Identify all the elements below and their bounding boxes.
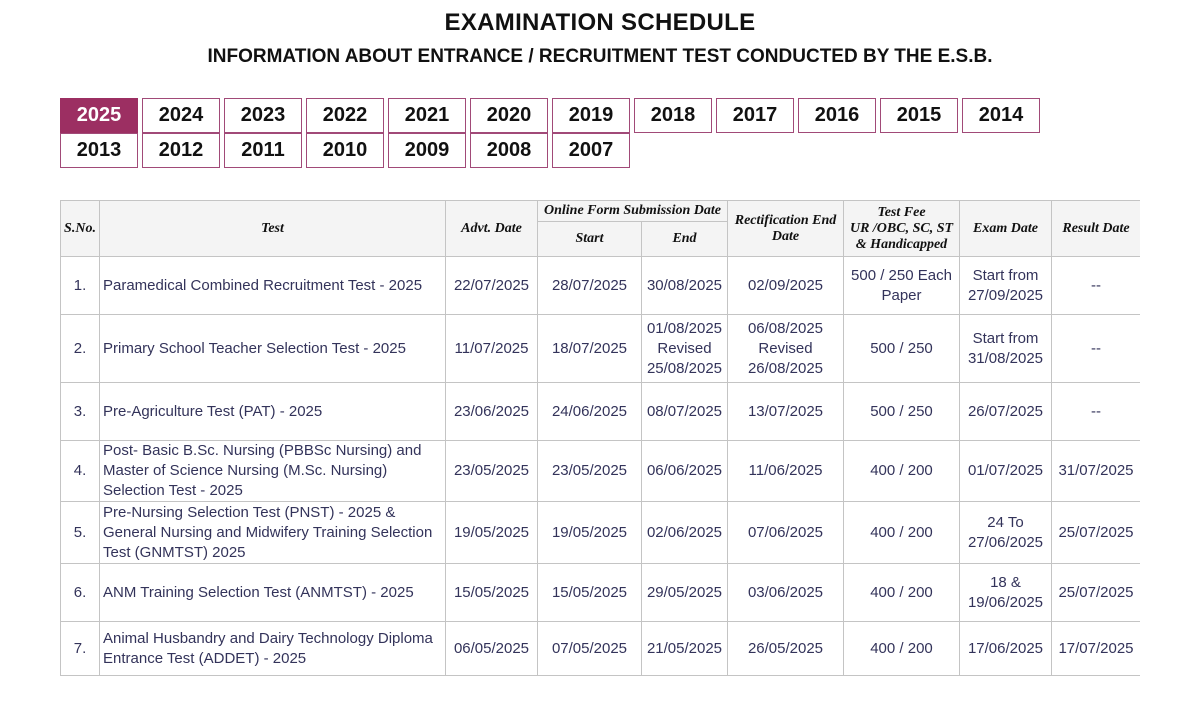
cell-rectification-date-line: 26/05/2025 — [747, 639, 824, 657]
cell-advt-date: 06/05/2025 — [446, 622, 538, 676]
cell-test-fee — [844, 622, 960, 676]
cell-exam-date-line: 17/06/2025 — [967, 639, 1044, 657]
page-title: EXAMINATION SCHEDULE — [444, 9, 756, 36]
year-tab-2021[interactable]: 2021 — [388, 98, 466, 133]
header-test-fee — [844, 201, 960, 257]
cell-test-fee — [844, 441, 960, 502]
year-tab-2024[interactable]: 2024 — [142, 98, 220, 133]
cell-test — [100, 383, 446, 441]
table-row — [61, 564, 1141, 622]
cell-test-fee — [844, 502, 960, 564]
table-row — [61, 383, 1141, 441]
table-row — [61, 257, 1141, 315]
cell-test — [100, 441, 446, 502]
cell-sno: 7. — [61, 622, 100, 676]
cell-test-fee-line: 400 / 200 — [870, 583, 933, 601]
cell-start-date: 18/07/2025 — [538, 315, 642, 383]
year-tab-2018[interactable]: 2018 — [634, 98, 712, 133]
cell-rectification-date — [728, 564, 844, 622]
year-tab-2017[interactable]: 2017 — [716, 98, 794, 133]
cell-rectification-date — [728, 502, 844, 564]
cell-end-date-line: 08/07/2025 — [646, 402, 723, 420]
cell-sno: 5. — [61, 502, 100, 564]
cell-exam-date — [960, 441, 1052, 502]
header-rectification: Rectification End Date — [728, 201, 844, 257]
year-tabs — [60, 98, 1070, 168]
cell-exam-date — [960, 383, 1052, 441]
year-tab-2016[interactable]: 2016 — [798, 98, 876, 133]
cell-start-date: 15/05/2025 — [538, 564, 642, 622]
cell-rectification-date — [728, 315, 844, 383]
cell-test — [100, 257, 446, 315]
cell-test-fee-line: 500 / 250 — [870, 339, 933, 357]
header-start: Start — [538, 222, 642, 257]
cell-test-line: Animal Husbandry and Dairy Technology Diploma — [103, 629, 433, 647]
cell-sno: 3. — [61, 383, 100, 441]
cell-result-date: 31/07/2025 — [1052, 441, 1141, 502]
year-tab-2008[interactable]: 2008 — [470, 133, 548, 168]
cell-end-date — [642, 315, 728, 383]
page-subtitle: INFORMATION ABOUT ENTRANCE / RECRUITMENT TEST CONDUCTED BY THE E.S.B. — [207, 46, 993, 67]
header-online-form: Online Form Submission Date — [538, 201, 728, 222]
cell-end-date — [642, 502, 728, 564]
header-fee-line3: & Handicapped — [855, 236, 948, 252]
schedule-table-container — [60, 200, 1140, 680]
cell-exam-date-line: 26/07/2025 — [967, 402, 1044, 420]
cell-result-date: -- — [1052, 257, 1141, 315]
cell-test-line: Primary School Teacher Selection Test - 2025 — [103, 339, 406, 357]
year-tab-2014[interactable]: 2014 — [962, 98, 1040, 133]
year-tab-2025[interactable]: 2025 — [60, 98, 138, 133]
cell-end-date — [642, 257, 728, 315]
year-tab-2023[interactable]: 2023 — [224, 98, 302, 133]
cell-rectification-date-line: Revised — [758, 339, 813, 357]
cell-sno: 4. — [61, 441, 100, 502]
cell-end-date-line: 06/06/2025 — [646, 462, 723, 479]
cell-exam-date-line: 27/06/2025 — [967, 533, 1044, 551]
cell-end-date-line: 30/08/2025 — [646, 276, 723, 294]
cell-start-date: 28/07/2025 — [538, 257, 642, 315]
cell-end-date — [642, 441, 728, 502]
year-tab-2011[interactable]: 2011 — [224, 133, 302, 168]
cell-rectification-date — [728, 622, 844, 676]
table-row — [61, 502, 1141, 564]
cell-rectification-date-line: 02/09/2025 — [747, 276, 824, 294]
schedule-table — [60, 200, 1140, 676]
header-fee-line1: Test Fee — [877, 204, 926, 220]
year-tab-2020[interactable]: 2020 — [470, 98, 548, 133]
cell-result-date: 25/07/2025 — [1052, 564, 1141, 622]
cell-end-date-line: 02/06/2025 — [646, 523, 723, 541]
year-tab-2012[interactable]: 2012 — [142, 133, 220, 168]
cell-test-line: Master of Science Nursing (M.Sc. Nursing) — [103, 462, 388, 479]
cell-test-line: Pre-Nursing Selection Test (PNST) - 2025 & — [103, 503, 396, 521]
cell-end-date — [642, 564, 728, 622]
header-advt-date: Advt. Date — [446, 201, 538, 257]
cell-advt-date: 15/05/2025 — [446, 564, 538, 622]
cell-test-fee — [844, 257, 960, 315]
cell-result-date: -- — [1052, 315, 1141, 383]
cell-end-date — [642, 383, 728, 441]
table-row — [61, 441, 1141, 502]
cell-test-fee — [844, 383, 960, 441]
cell-end-date-line: 21/05/2025 — [646, 639, 723, 657]
cell-advt-date: 23/06/2025 — [446, 383, 538, 441]
cell-end-date-line: 25/08/2025 — [646, 359, 723, 377]
cell-result-date: 17/07/2025 — [1052, 622, 1141, 676]
cell-rectification-date-line: 26/08/2025 — [747, 359, 824, 377]
cell-result-date: 25/07/2025 — [1052, 502, 1141, 564]
cell-advt-date: 11/07/2025 — [446, 315, 538, 383]
table-body — [61, 257, 1141, 676]
cell-exam-date-line: 18 & — [990, 573, 1021, 591]
year-tab-2010[interactable]: 2010 — [306, 133, 384, 168]
cell-test-fee-line: 400 / 200 — [870, 462, 933, 479]
cell-test-fee-line: Paper — [881, 286, 922, 304]
cell-start-date: 23/05/2025 — [538, 441, 642, 502]
cell-rectification-date-line: 11/06/2025 — [748, 462, 823, 479]
cell-rectification-date-line: 06/08/2025 — [747, 319, 824, 337]
cell-exam-date-line: 31/08/2025 — [967, 349, 1044, 367]
cell-sno: 1. — [61, 257, 100, 315]
cell-rectification-date-line: 03/06/2025 — [747, 583, 824, 601]
cell-result-date: -- — [1052, 383, 1141, 441]
cell-sno: 2. — [61, 315, 100, 383]
cell-test-line: Test (GNMTST) 2025 — [103, 543, 246, 561]
header-test: Test — [100, 201, 446, 257]
cell-sno: 6. — [61, 564, 100, 622]
cell-rectification-date — [728, 383, 844, 441]
year-tab-2007[interactable]: 2007 — [552, 133, 630, 168]
year-tab-2022[interactable]: 2022 — [306, 98, 384, 133]
table-row — [61, 622, 1141, 676]
header-result-date: Result Date — [1052, 201, 1141, 257]
table-header — [61, 201, 1141, 257]
cell-test-fee-line: 500 / 250 — [870, 402, 933, 420]
cell-test — [100, 564, 446, 622]
cell-rectification-date-line: 13/07/2025 — [747, 402, 824, 420]
header-fee-line2: UR /OBC, SC, ST — [849, 220, 954, 236]
cell-exam-date-line: 27/09/2025 — [967, 286, 1044, 304]
cell-exam-date — [960, 315, 1052, 383]
cell-end-date-line: 29/05/2025 — [646, 583, 723, 601]
cell-advt-date: 23/05/2025 — [446, 441, 538, 502]
cell-exam-date — [960, 564, 1052, 622]
cell-end-date-line: Revised — [657, 339, 712, 357]
cell-exam-date-line: 19/06/2025 — [967, 593, 1044, 611]
cell-test-fee-line: 400 / 200 — [870, 523, 933, 541]
cell-test-line: ANM Training Selection Test (ANMTST) - 2025 — [103, 583, 414, 601]
cell-test-fee — [844, 564, 960, 622]
cell-test-line: Selection Test - 2025 — [103, 482, 243, 499]
header-sno: S.No. — [61, 201, 100, 257]
cell-test-fee-line: 500 / 250 Each — [851, 266, 952, 284]
cell-rectification-date — [728, 441, 844, 502]
year-tab-2013[interactable]: 2013 — [60, 133, 138, 168]
year-tab-2015[interactable]: 2015 — [880, 98, 958, 133]
year-tab-2019[interactable]: 2019 — [552, 98, 630, 133]
cell-test-fee — [844, 315, 960, 383]
cell-exam-date — [960, 502, 1052, 564]
cell-start-date: 19/05/2025 — [538, 502, 642, 564]
table-row — [61, 315, 1141, 383]
cell-advt-date: 19/05/2025 — [446, 502, 538, 564]
cell-exam-date — [960, 622, 1052, 676]
cell-test-line: Pre-Agriculture Test (PAT) - 2025 — [103, 402, 323, 420]
cell-test — [100, 315, 446, 383]
cell-exam-date-line: Start from — [972, 329, 1039, 347]
cell-end-date — [642, 622, 728, 676]
cell-test-fee-line: 400 / 200 — [870, 639, 933, 657]
cell-test-line: General Nursing and Midwifery Training Selection — [103, 523, 433, 541]
cell-test — [100, 502, 446, 564]
cell-exam-date-line: 24 To — [987, 513, 1024, 531]
cell-rectification-date — [728, 257, 844, 315]
cell-start-date: 24/06/2025 — [538, 383, 642, 441]
header-end: End — [642, 222, 728, 257]
header-exam-date: Exam Date — [960, 201, 1052, 257]
cell-test — [100, 622, 446, 676]
cell-start-date: 07/05/2025 — [538, 622, 642, 676]
cell-exam-date-line: Start from — [972, 266, 1039, 284]
cell-test-line: Paramedical Combined Recruitment Test - 2025 — [103, 276, 423, 294]
cell-test-line: Post- Basic B.Sc. Nursing (PBBSc Nursing) and — [103, 442, 422, 459]
cell-rectification-date-line: 07/06/2025 — [747, 523, 824, 541]
cell-end-date-line: 01/08/2025 — [646, 319, 723, 337]
cell-test-line: Entrance Test (ADDET) - 2025 — [103, 649, 307, 667]
year-tab-2009[interactable]: 2009 — [388, 133, 466, 168]
cell-exam-date — [960, 257, 1052, 315]
cell-exam-date-line: 01/07/2025 — [967, 462, 1044, 479]
cell-advt-date: 22/07/2025 — [446, 257, 538, 315]
